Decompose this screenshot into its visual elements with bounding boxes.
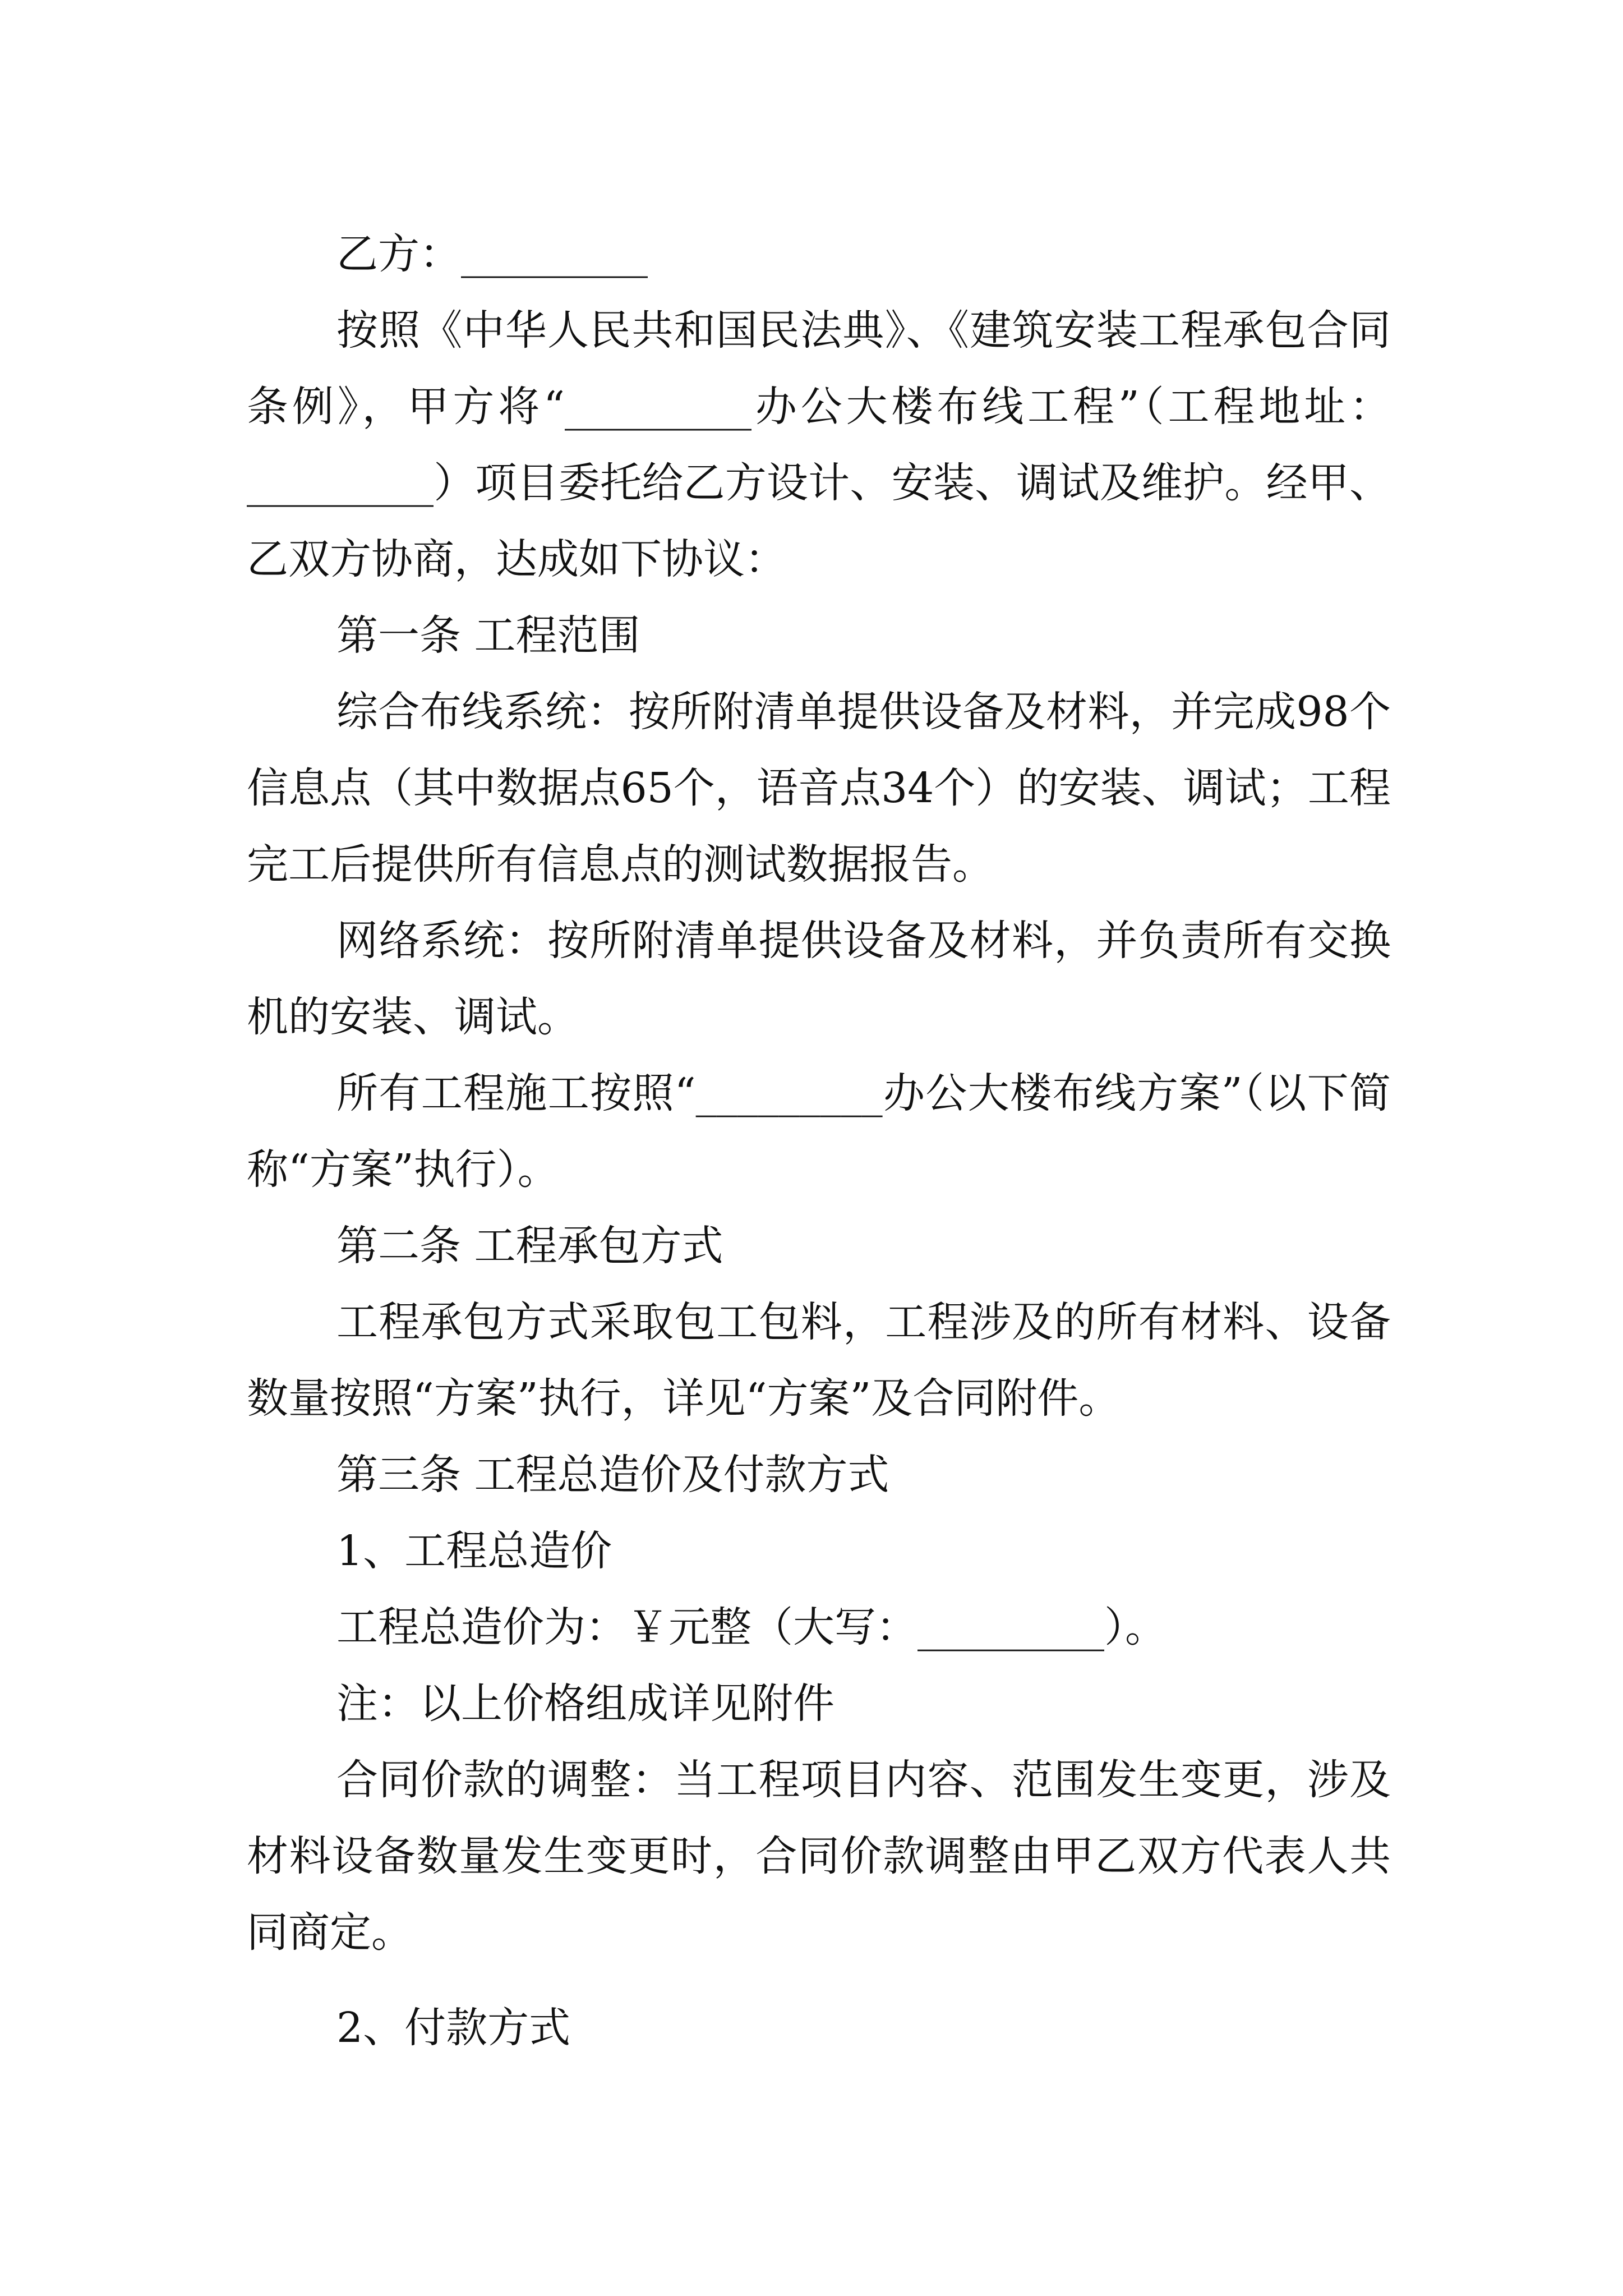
paragraph-spacer bbox=[247, 1971, 1391, 1990]
cabling-system-paragraph: 综合布线系统：按所附清单提供设备及材料，并完成98个信息点（其中数据点65个，语音点34个）的安装、调试；工程完工后提供所有信息点的测试数据报告。 bbox=[247, 688, 1391, 889]
price-adjustment-paragraph: 合同价款的调整：当工程项目内容、范围发生变更，涉及材料设备数量发生变更时，合同价款调整由甲乙双方代表人共同商定。 bbox=[247, 1756, 1391, 1957]
article-2-heading: 第二条 工程承包方式 bbox=[336, 1222, 723, 1270]
note-line: 注：以上价格组成详见附件 bbox=[336, 1680, 834, 1728]
item-2-heading: 2、付款方式 bbox=[336, 2004, 571, 2052]
party-b-line: 乙方：_________ bbox=[336, 230, 648, 278]
construction-plan-paragraph: 所有工程施工按照“_________办公大楼布线方案”（以下简称“方案”执行）。 bbox=[247, 1069, 1391, 1194]
document-body bbox=[247, 216, 1391, 2066]
network-system-paragraph: 网络系统：按所附清单提供设备及材料，并负责所有交换机的安装、调试。 bbox=[247, 917, 1391, 1041]
total-cost-line: 工程总造价为：￥元整（大写：_________）。 bbox=[336, 1603, 1166, 1651]
contracting-method-paragraph: 工程承包方式采取包工包料，工程涉及的所有材料、设备数量按照“方案”执行，详见“方案”及合同附件。 bbox=[247, 1298, 1391, 1423]
article-3-heading: 第三条 工程总造价及付款方式 bbox=[336, 1451, 889, 1499]
preamble-paragraph: 按照《中华人民共和国民法典》、《建筑安装工程承包合同条例》，甲方将“_________办公大楼布线工程”（工程地址：_________）项目委托给乙方设计、安装、调试及维护。经甲、乙双方协商，达成如下协议： bbox=[247, 306, 1391, 583]
article-1-heading: 第一条 工程范围 bbox=[336, 611, 640, 660]
item-1-heading: 1、工程总造价 bbox=[336, 1527, 612, 1575]
